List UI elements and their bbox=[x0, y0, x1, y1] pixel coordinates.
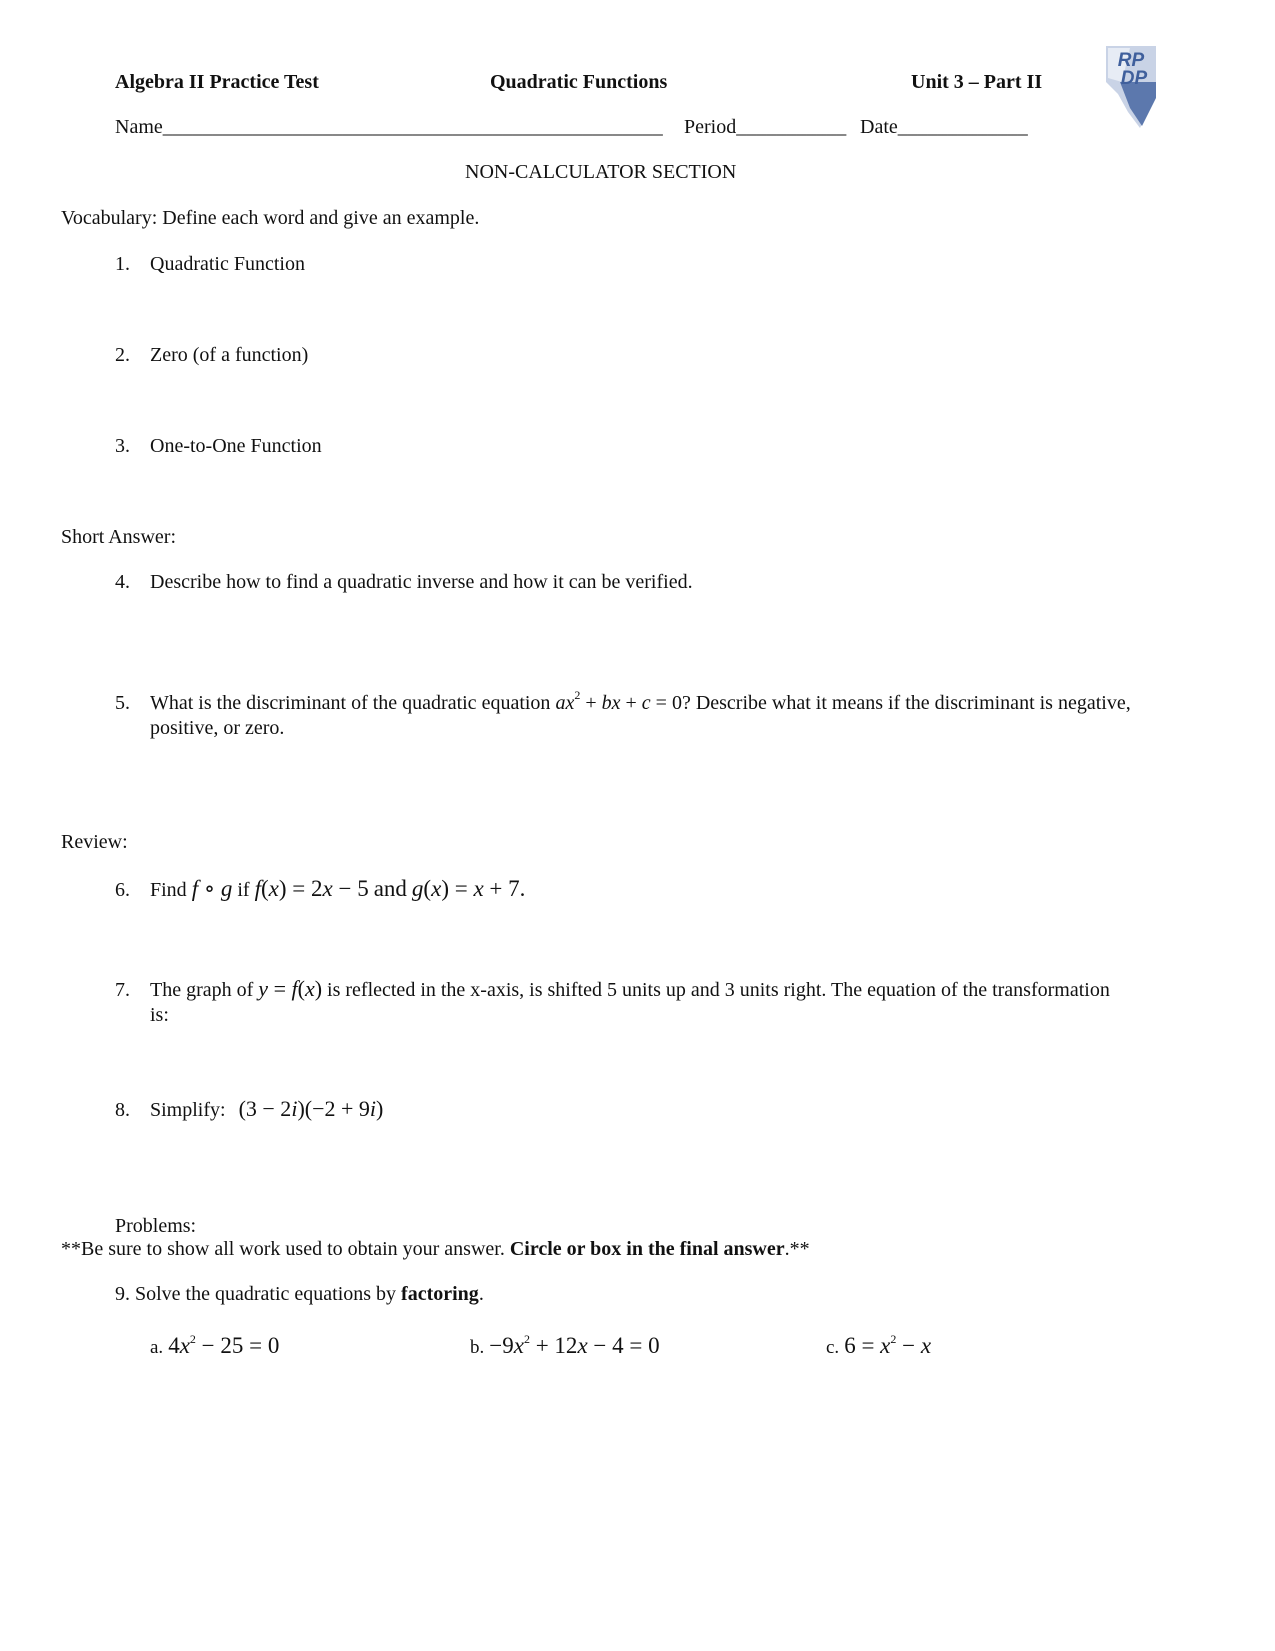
function-expression: y = f(x) bbox=[258, 976, 323, 1001]
question-5-line-2: positive, or zero. bbox=[150, 717, 285, 739]
part-label: c. bbox=[826, 1337, 840, 1358]
name-field[interactable] bbox=[115, 116, 663, 139]
question-text-continued: is reflected in the x-axis, is shifted 5 units up and 3 units right. The equation of the transformation bbox=[327, 979, 1110, 1001]
part-label: b. bbox=[470, 1337, 485, 1358]
review-heading: Review: bbox=[61, 831, 128, 853]
short-answer-heading: Short Answer: bbox=[61, 526, 176, 548]
find-label: Find bbox=[150, 879, 187, 901]
item-text: Zero (of a function) bbox=[150, 344, 309, 366]
question-text: Describe how to find a quadratic inverse and how it can be verified. bbox=[150, 571, 693, 593]
topic-title: Quadratic Functions bbox=[490, 71, 668, 93]
date-field[interactable] bbox=[860, 116, 1028, 139]
equation-a: $4x^2 - 25 = 0$ bbox=[168, 1332, 280, 1358]
part-label: a. bbox=[150, 1337, 164, 1358]
unit-title: Unit 3 – Part II bbox=[911, 71, 1043, 93]
question-text: Simplify: bbox=[150, 1099, 226, 1121]
name-blank: __________________________________________________ bbox=[162, 116, 663, 138]
item-number: 1. bbox=[115, 253, 130, 275]
question-4 bbox=[115, 571, 693, 594]
item-number: 9. bbox=[115, 1283, 130, 1305]
question-7 bbox=[115, 976, 1110, 1002]
question-6 bbox=[115, 876, 525, 902]
vocab-item-2 bbox=[115, 344, 308, 367]
part-c bbox=[826, 1333, 931, 1359]
rpdp-logo bbox=[1100, 42, 1162, 128]
name-label: Name bbox=[115, 116, 163, 138]
date-blank: _____________ bbox=[897, 116, 1028, 138]
if-label: if bbox=[237, 879, 250, 901]
vocabulary-heading: Vocabulary: Define each word and give an example. bbox=[61, 207, 480, 229]
question-7-line-2: is: bbox=[150, 1004, 169, 1026]
item-number: 4. bbox=[115, 571, 130, 593]
vocab-item-3 bbox=[115, 435, 322, 458]
instructions-end: .** bbox=[784, 1238, 810, 1260]
question-8 bbox=[115, 1096, 383, 1122]
question-end: . bbox=[478, 1283, 484, 1305]
discriminant-equation: $ax^2$ + bx + c = 0 bbox=[555, 688, 682, 714]
part-b bbox=[470, 1333, 660, 1359]
date-label: Date bbox=[860, 116, 898, 138]
logo-text-rp: RP bbox=[1117, 50, 1145, 71]
item-text: One-to-One Function bbox=[150, 435, 322, 457]
period-label: Period bbox=[684, 116, 737, 138]
equation-b: $-9x^2 + 12x - 4 = 0$ bbox=[489, 1332, 660, 1358]
period-blank: ___________ bbox=[736, 116, 847, 138]
question-text: The graph of bbox=[150, 979, 254, 1001]
question-9 bbox=[115, 1283, 484, 1306]
and-label: and bbox=[373, 876, 407, 901]
question-bold: factoring bbox=[401, 1283, 479, 1305]
item-number: 8. bbox=[115, 1099, 130, 1121]
item-number: 5. bbox=[115, 692, 130, 714]
section-title: NON-CALCULATOR SECTION bbox=[465, 161, 737, 183]
item-number: 6. bbox=[115, 879, 130, 901]
f-definition: f(x) = 2x − 5 bbox=[254, 876, 369, 901]
question-text: Solve the quadratic equations by bbox=[135, 1283, 402, 1305]
test-title: Algebra II Practice Test bbox=[115, 71, 319, 93]
vocab-item-1 bbox=[115, 253, 305, 276]
problems-heading: Problems: bbox=[115, 1215, 197, 1237]
question-text-continued: ? Describe what it means if the discriminant is negative, bbox=[681, 692, 1131, 714]
item-number: 2. bbox=[115, 344, 130, 366]
item-number: 7. bbox=[115, 979, 130, 1001]
g-definition: g(x) = x + 7. bbox=[411, 876, 526, 901]
logo-text-dp: DP bbox=[1120, 68, 1148, 89]
question-5 bbox=[115, 688, 1131, 715]
period-field[interactable] bbox=[684, 116, 846, 139]
problems-instructions bbox=[61, 1238, 810, 1261]
item-text: Quadratic Function bbox=[150, 253, 305, 275]
question-text: What is the discriminant of the quadratic equation bbox=[150, 692, 551, 714]
item-number: 3. bbox=[115, 435, 130, 457]
complex-product-expression: (3 − 2i)(−2 + 9i) bbox=[238, 1096, 384, 1121]
equation-c: $6 = x^2 - x$ bbox=[844, 1332, 932, 1358]
instructions-bold: Circle or box in the final answer bbox=[509, 1238, 785, 1260]
composition-expression: f ∘ g bbox=[191, 876, 233, 901]
instructions-text: **Be sure to show all work used to obtain your answer. bbox=[61, 1238, 510, 1260]
part-a bbox=[150, 1333, 279, 1359]
